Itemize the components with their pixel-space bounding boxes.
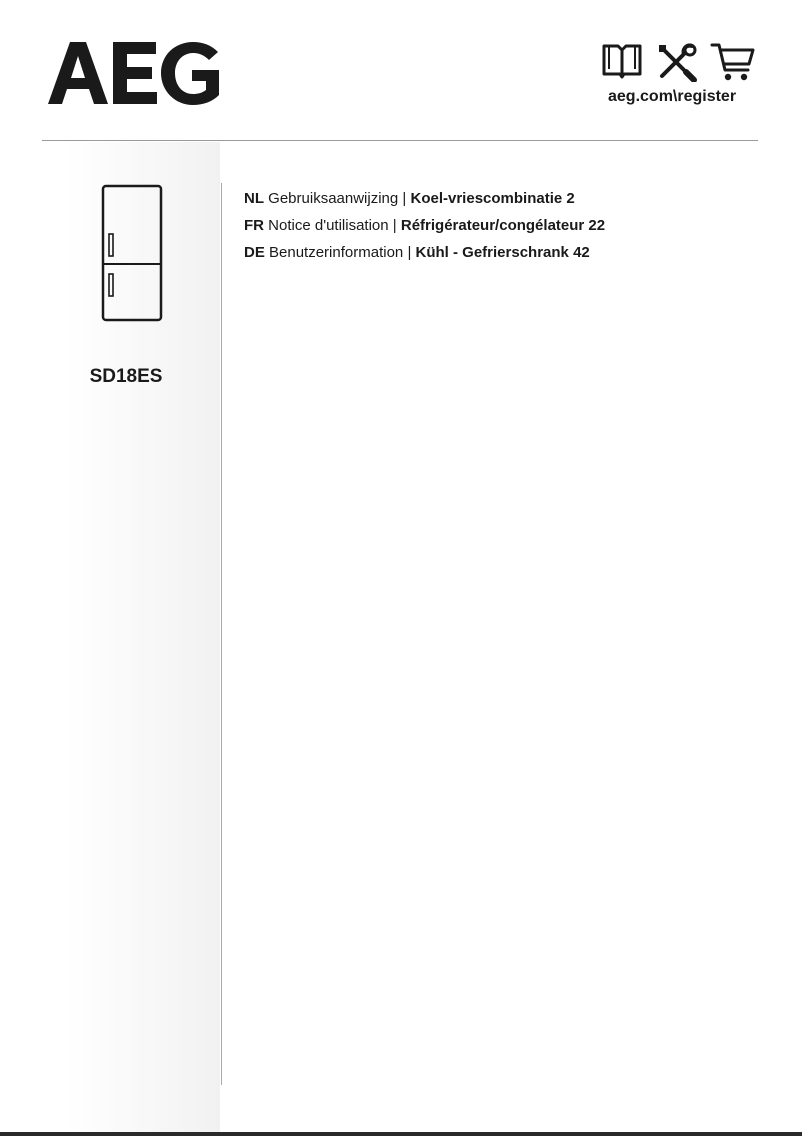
book-icon bbox=[600, 42, 644, 82]
product-type: Kühl - Gefrierschrank bbox=[415, 244, 569, 261]
language-code: FR bbox=[244, 217, 264, 234]
fridge-freezer-icon bbox=[101, 184, 163, 322]
product-type: Koel-vriescombinatie bbox=[410, 190, 563, 207]
manual-title: Notice d'utilisation bbox=[268, 217, 389, 234]
bottom-edge-bar bbox=[0, 1132, 802, 1136]
language-code: NL bbox=[244, 190, 264, 207]
model-number: SD18ES bbox=[89, 366, 163, 387]
contents-list bbox=[244, 185, 764, 266]
register-url[interactable]: aeg.com\register bbox=[608, 88, 737, 105]
aeg-logo bbox=[48, 42, 220, 106]
column-divider bbox=[221, 183, 222, 1085]
separator: | bbox=[402, 190, 407, 207]
header-icons bbox=[600, 42, 756, 84]
language-code: DE bbox=[244, 244, 265, 261]
header-divider bbox=[42, 140, 758, 141]
contents-item-fr[interactable] bbox=[244, 212, 764, 239]
cart-icon bbox=[710, 42, 756, 82]
page-number: 2 bbox=[566, 190, 575, 207]
separator: | bbox=[407, 244, 412, 261]
contents-item-nl[interactable] bbox=[244, 185, 764, 212]
page-number: 42 bbox=[573, 244, 590, 261]
contents-item-de[interactable] bbox=[244, 239, 764, 266]
page-number: 22 bbox=[588, 217, 606, 234]
separator: | bbox=[392, 217, 397, 234]
tools-icon bbox=[656, 42, 698, 82]
product-type: Réfrigérateur/congélateur bbox=[400, 217, 585, 234]
manual-title: Benutzerinformation bbox=[269, 244, 404, 261]
manual-title: Gebruiksaanwijzing bbox=[268, 190, 399, 207]
